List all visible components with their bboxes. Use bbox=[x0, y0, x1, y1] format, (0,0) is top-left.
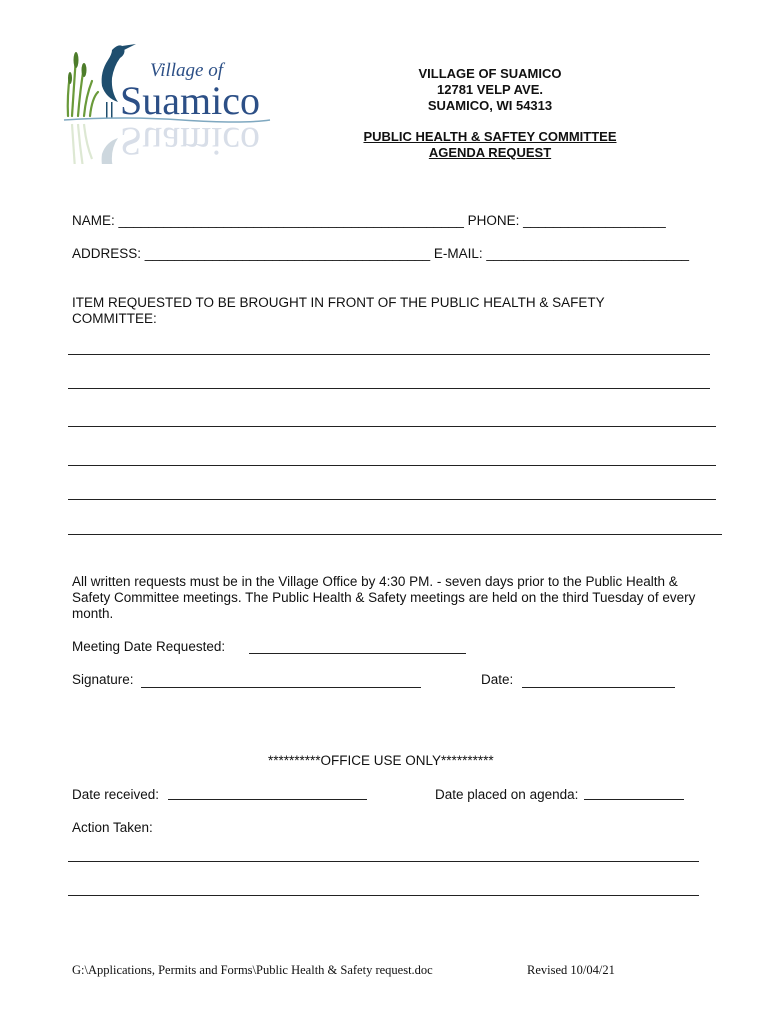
action-taken-label: Action Taken: bbox=[72, 820, 153, 835]
form-title-line2: AGENDA REQUEST bbox=[428, 145, 552, 160]
logo-text-line2: Suamico bbox=[120, 78, 260, 123]
org-city: SUAMICO, WI 54313 bbox=[427, 98, 553, 113]
submission-notice: All written requests must be in the Village Office by 4:30 PM. - seven days prior to the Public Health & Safety Committee meetings. The Public Health & Safety meetings are held on the third Tuesday of every month. bbox=[72, 574, 696, 621]
footer-file-path: G:\Applications, Permits and Forms\Public Health & Safety request.doc bbox=[72, 963, 433, 977]
date-received-line[interactable] bbox=[168, 799, 367, 800]
village-logo bbox=[62, 36, 272, 164]
item-line-5[interactable] bbox=[68, 499, 716, 500]
org-name: VILLAGE OF SUAMICO bbox=[418, 66, 562, 81]
date-placed-line[interactable] bbox=[584, 799, 684, 800]
heron-reeds-icon bbox=[62, 36, 272, 164]
item-line-4[interactable] bbox=[68, 465, 716, 466]
name-phone-field[interactable]: NAME: ______________________________________________ PHONE: ___________________ bbox=[72, 213, 666, 228]
address-email-field[interactable]: ADDRESS: ______________________________________ E-MAIL: ___________________________ bbox=[72, 246, 690, 261]
signature-label: Signature: bbox=[72, 672, 134, 687]
form-title-line1: PUBLIC HEALTH & SAFTEY COMMITTEE bbox=[363, 129, 617, 144]
date-placed-label: Date placed on agenda: bbox=[435, 787, 579, 802]
meeting-date-label: Meeting Date Requested: bbox=[72, 639, 226, 654]
meeting-date-line[interactable] bbox=[249, 653, 466, 654]
action-line-1[interactable] bbox=[68, 861, 699, 862]
date-line[interactable] bbox=[522, 687, 675, 688]
item-line-6[interactable] bbox=[68, 534, 722, 535]
document-header bbox=[350, 66, 630, 161]
date-label: Date: bbox=[481, 672, 514, 687]
footer-revised: Revised 10/04/21 bbox=[527, 963, 615, 977]
org-street: 12781 VELP AVE. bbox=[437, 82, 543, 97]
signature-line[interactable] bbox=[141, 687, 421, 688]
item-line-3[interactable] bbox=[68, 426, 716, 427]
item-line-2[interactable] bbox=[68, 388, 710, 389]
logo-reflection-text: Suamico bbox=[120, 119, 260, 164]
item-line-1[interactable] bbox=[68, 354, 710, 355]
item-requested-prompt: ITEM REQUESTED TO BE BROUGHT IN FRONT OF THE PUBLIC HEALTH & SAFETY COMMITTEE: bbox=[72, 295, 605, 326]
action-line-2[interactable] bbox=[68, 895, 699, 896]
office-use-banner: **********OFFICE USE ONLY********** bbox=[268, 753, 494, 768]
logo-text-line1: Village of bbox=[150, 60, 223, 81]
date-received-label: Date received: bbox=[72, 787, 160, 802]
